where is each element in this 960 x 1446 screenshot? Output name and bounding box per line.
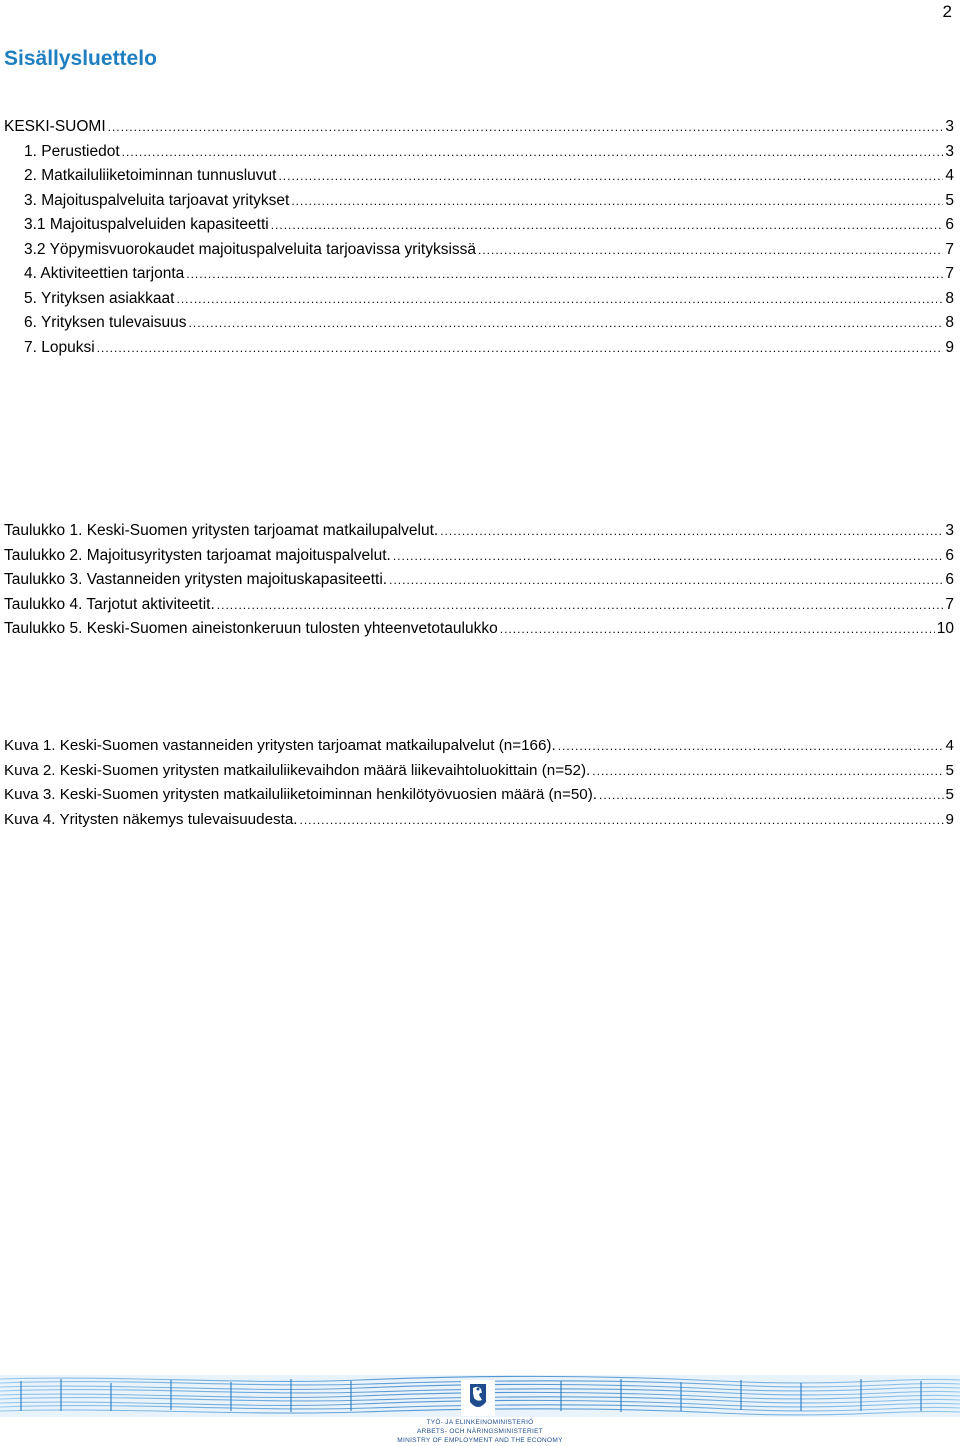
toc-entry-label: 6. Yrityksen tulevaisuus <box>24 314 187 331</box>
dot-leader <box>271 215 944 235</box>
ministry-lion-logo <box>461 1380 495 1416</box>
dot-leader <box>592 761 943 781</box>
list-of-tables <box>4 521 954 644</box>
table-entry-page: 6 <box>945 571 954 588</box>
toc-entry-label: 5. Yrityksen asiakkaat <box>24 289 175 307</box>
toc-entry-label: 2. Matkailuliiketoiminnan tunnusluvut <box>24 167 277 184</box>
toc-entry[interactable] <box>4 117 954 142</box>
toc-entry-page: 7 <box>945 240 954 258</box>
toc-entry-page: 4 <box>945 167 954 184</box>
figure-entry-page: 5 <box>945 761 954 779</box>
table-entry-label: Taulukko 2. Majoitusyritysten tarjoamat majoituspalvelut. <box>4 546 391 564</box>
figure-entry[interactable] <box>4 810 954 835</box>
table-entry-label: Taulukko 1. Keski-Suomen yritysten tarjoamat matkailupalvelut. <box>4 522 439 539</box>
table-entry[interactable] <box>4 595 954 620</box>
page-number: 2 <box>942 2 952 21</box>
toc-entry[interactable] <box>4 338 954 363</box>
toc-entry-label: 7. Lopuksi <box>24 338 95 356</box>
toc-entry-page: 8 <box>945 314 954 331</box>
table-entry-page: 3 <box>945 522 954 539</box>
toc-entry-page: 7 <box>945 265 954 282</box>
dot-leader <box>176 289 943 309</box>
toc-entry[interactable] <box>4 240 954 265</box>
toc-entry[interactable] <box>4 215 954 240</box>
toc-entry[interactable] <box>4 264 954 289</box>
toc-entry[interactable] <box>4 191 954 216</box>
dot-leader <box>440 521 943 541</box>
ministry-name-fi: TYÖ- JA ELINKEINOMINISTERIÖ <box>426 1419 534 1426</box>
table-of-contents <box>4 117 954 362</box>
dot-leader <box>189 313 944 333</box>
toc-entry-page: 3 <box>945 118 954 135</box>
dot-leader <box>217 595 944 615</box>
dot-leader <box>393 546 944 566</box>
dot-leader <box>389 570 943 590</box>
table-entry-page: 10 <box>936 620 954 637</box>
dot-leader <box>558 736 944 756</box>
figure-entry-label: Kuva 3. Keski-Suomen yritysten matkailuliiketoiminnan henkilötyövuosien määrä (n=50). <box>4 786 598 803</box>
toc-entry[interactable] <box>4 166 954 191</box>
figure-entry-page: 9 <box>945 810 954 828</box>
toc-entry-page: 3 <box>945 142 954 160</box>
dot-leader <box>108 117 944 137</box>
dot-leader <box>278 166 943 186</box>
toc-entry-label: 4. Aktiviteettien tarjonta <box>24 265 185 282</box>
list-of-figures <box>4 736 954 834</box>
figure-entry[interactable] <box>4 785 954 810</box>
figure-entry-label: Kuva 4. Yritysten näkemys tulevaisuudesta. <box>4 810 298 828</box>
dot-leader <box>599 785 944 805</box>
table-entry-label: Taulukko 5. Keski-Suomen aineistonkeruun tulosten yhteenvetotaulukko <box>4 620 498 637</box>
figure-entry[interactable] <box>4 736 954 761</box>
dot-leader <box>186 264 943 284</box>
toc-entry[interactable] <box>4 289 954 314</box>
figure-entry-page: 4 <box>945 737 954 754</box>
dot-leader <box>300 810 944 830</box>
table-entry-label: Taulukko 4. Tarjotut aktiviteetit. <box>4 595 215 613</box>
toc-entry-page: 9 <box>945 338 954 356</box>
dot-leader <box>478 240 943 260</box>
toc-entry-label: 3.1 Majoituspalveluiden kapasiteetti <box>24 216 269 233</box>
toc-entry-page: 5 <box>945 191 954 209</box>
table-entry[interactable] <box>4 521 954 546</box>
figure-entry[interactable] <box>4 761 954 786</box>
toc-entry-label: 1. Perustiedot <box>24 142 120 160</box>
toc-entry-page: 6 <box>945 216 954 233</box>
figure-entry-page: 5 <box>945 786 954 803</box>
table-entry[interactable] <box>4 546 954 571</box>
toc-entry[interactable] <box>4 142 954 167</box>
ministry-name-sv: ARBETS- OCH NÄRINGSMINISTERIET <box>416 1428 543 1435</box>
table-entry[interactable] <box>4 570 954 595</box>
toc-entry[interactable] <box>4 313 954 338</box>
dot-leader <box>122 142 944 162</box>
table-entry-page: 6 <box>945 546 954 564</box>
toc-entry-page: 8 <box>945 289 954 307</box>
toc-entry-label: 3. Majoituspalveluita tarjoavat yritykset <box>24 191 290 209</box>
figure-entry-label: Kuva 2. Keski-Suomen yritysten matkailuliikevaihdon määrä liikevaihtoluokittain (n=52). <box>4 761 591 779</box>
ministry-name-en: MINISTRY OF EMPLOYMENT AND THE ECONOMY <box>397 1437 563 1444</box>
table-entry[interactable] <box>4 619 954 644</box>
table-entry-label: Taulukko 3. Vastanneiden yritysten majoituskapasiteetti. <box>4 571 388 588</box>
dot-leader <box>97 338 944 358</box>
toc-entry-label: KESKI-SUOMI <box>4 118 106 135</box>
figure-entry-label: Kuva 1. Keski-Suomen vastanneiden yritysten tarjoamat matkailupalvelut (n=166). <box>4 737 556 754</box>
toc-title: Sisällysluettelo <box>4 47 157 70</box>
table-entry-page: 7 <box>945 595 954 613</box>
toc-entry-label: 3.2 Yöpymisvuorokaudet majoituspalveluita tarjoavissa yrityksissä <box>24 240 477 258</box>
dot-leader <box>291 191 943 211</box>
dot-leader <box>500 619 935 639</box>
